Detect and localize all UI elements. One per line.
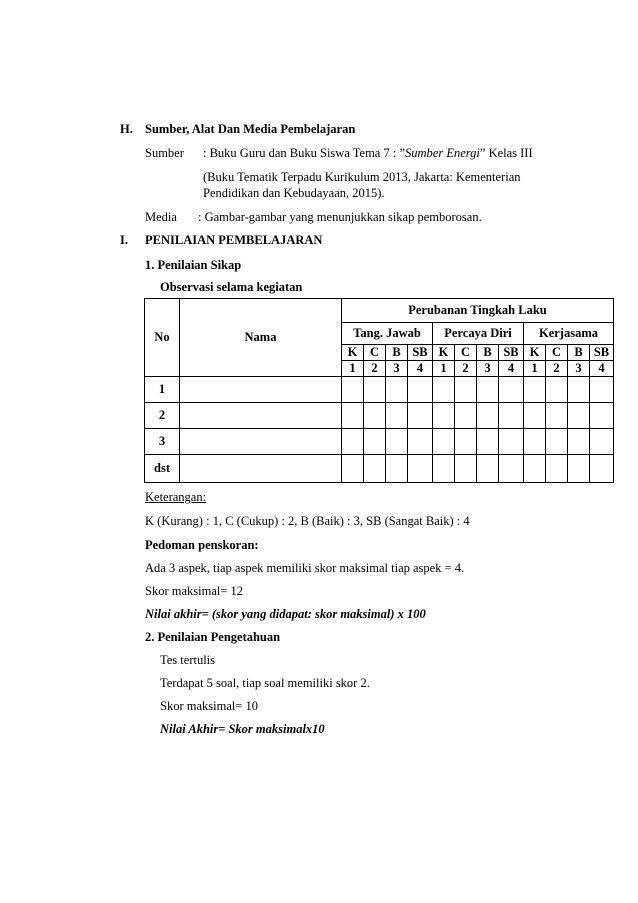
level-cell: C	[546, 345, 568, 361]
nilai-akhir-1: Nilai akhir= (skor yang didapat: skor maksimal) x 100	[145, 607, 426, 621]
section-i-title: PENILAIAN PEMBELAJARAN	[145, 233, 323, 247]
pedoman-text: Ada 3 aspek, tiap aspek memiliki skor maksimal tiap aspek = 4.	[145, 561, 465, 575]
header-aspect-1: Tang. Jawab	[342, 323, 433, 345]
level-cell: B	[386, 345, 408, 361]
soal-text: Terdapat 5 soal, tiap soal memiliki skor 2.	[160, 676, 370, 690]
score-cell: 3	[386, 361, 408, 377]
row-number: 2	[145, 403, 180, 429]
sumber-line-1-post: ” Kelas III	[479, 146, 533, 160]
table-row	[145, 429, 614, 455]
sumber-line-1-italic: Sumber Energi	[405, 146, 480, 160]
level-cell: SB	[499, 345, 524, 361]
skor-maksimal-2: Skor maksimal= 10	[160, 699, 259, 713]
sumber-label: Sumber	[145, 146, 184, 160]
header-aspect-3: Kerjasama	[524, 323, 614, 345]
score-cell: 1	[524, 361, 546, 377]
row-number: 3	[145, 429, 180, 455]
tes-tertulis: Tes tertulis	[160, 653, 216, 667]
media-label: Media	[145, 210, 177, 224]
score-cell: 2	[546, 361, 568, 377]
row-number: 1	[145, 377, 180, 403]
level-cell: C	[455, 345, 477, 361]
sumber-line-2: (Buku Tematik Terpadu Kurikulum 2013, Jakarta: Kementerian	[203, 170, 521, 184]
header-nama: Nama	[180, 299, 342, 377]
score-cell: 3	[568, 361, 590, 377]
row-number: dst	[145, 455, 180, 483]
score-cell: 2	[364, 361, 386, 377]
observation-table	[144, 298, 614, 483]
media-text: : Gambar-gambar yang menunjukkan sikap pemborosan.	[198, 210, 482, 224]
header-no: No	[145, 299, 180, 377]
level-cell: K	[433, 345, 455, 361]
table-row	[145, 403, 614, 429]
subsection-1-title: 1. Penilaian Sikap	[145, 258, 242, 272]
level-cell: K	[342, 345, 364, 361]
pedoman-label: Pedoman penskoran:	[145, 538, 259, 552]
sumber-line-3: Pendidikan dan Kebudayaan, 2015).	[203, 186, 385, 200]
section-h-letter: H.	[120, 122, 133, 136]
sumber-line-1	[203, 146, 533, 161]
score-cell: 3	[477, 361, 499, 377]
score-cell: 4	[408, 361, 433, 377]
section-i-letter: I.	[120, 233, 128, 247]
level-cell: SB	[590, 345, 614, 361]
nilai-akhir-2: Nilai Akhir= Skor maksimalx10	[160, 722, 325, 736]
sumber-line-1-pre: : Buku Guru dan Buku Siswa Tema 7 : ”	[203, 146, 406, 160]
score-cell: 1	[433, 361, 455, 377]
table-row	[145, 455, 614, 483]
section-h-title: Sumber, Alat Dan Media Pembelajaran	[145, 122, 356, 136]
level-cell: B	[477, 345, 499, 361]
score-cell: 2	[455, 361, 477, 377]
table-row	[145, 377, 614, 403]
level-cell: SB	[408, 345, 433, 361]
level-cell: K	[524, 345, 546, 361]
keterangan-text: K (Kurang) : 1, C (Cukup) : 2, B (Baik) : 3, SB (Sangat Baik) : 4	[145, 514, 470, 528]
level-cell: B	[568, 345, 590, 361]
header-group: Perubanan Tingkah Laku	[342, 299, 614, 323]
skor-maksimal-1: Skor maksimal= 12	[145, 584, 244, 598]
header-aspect-2: Percaya Diri	[433, 323, 524, 345]
subsection-2-title: 2. Penilaian Pengetahuan	[145, 630, 281, 644]
table-header-row-1	[145, 299, 614, 323]
subsection-1-caption: Observasi selama kegiatan	[160, 280, 303, 294]
score-cell: 4	[590, 361, 614, 377]
score-cell: 1	[342, 361, 364, 377]
level-cell: C	[364, 345, 386, 361]
keterangan-label: Keterangan:	[145, 490, 207, 504]
score-cell: 4	[499, 361, 524, 377]
